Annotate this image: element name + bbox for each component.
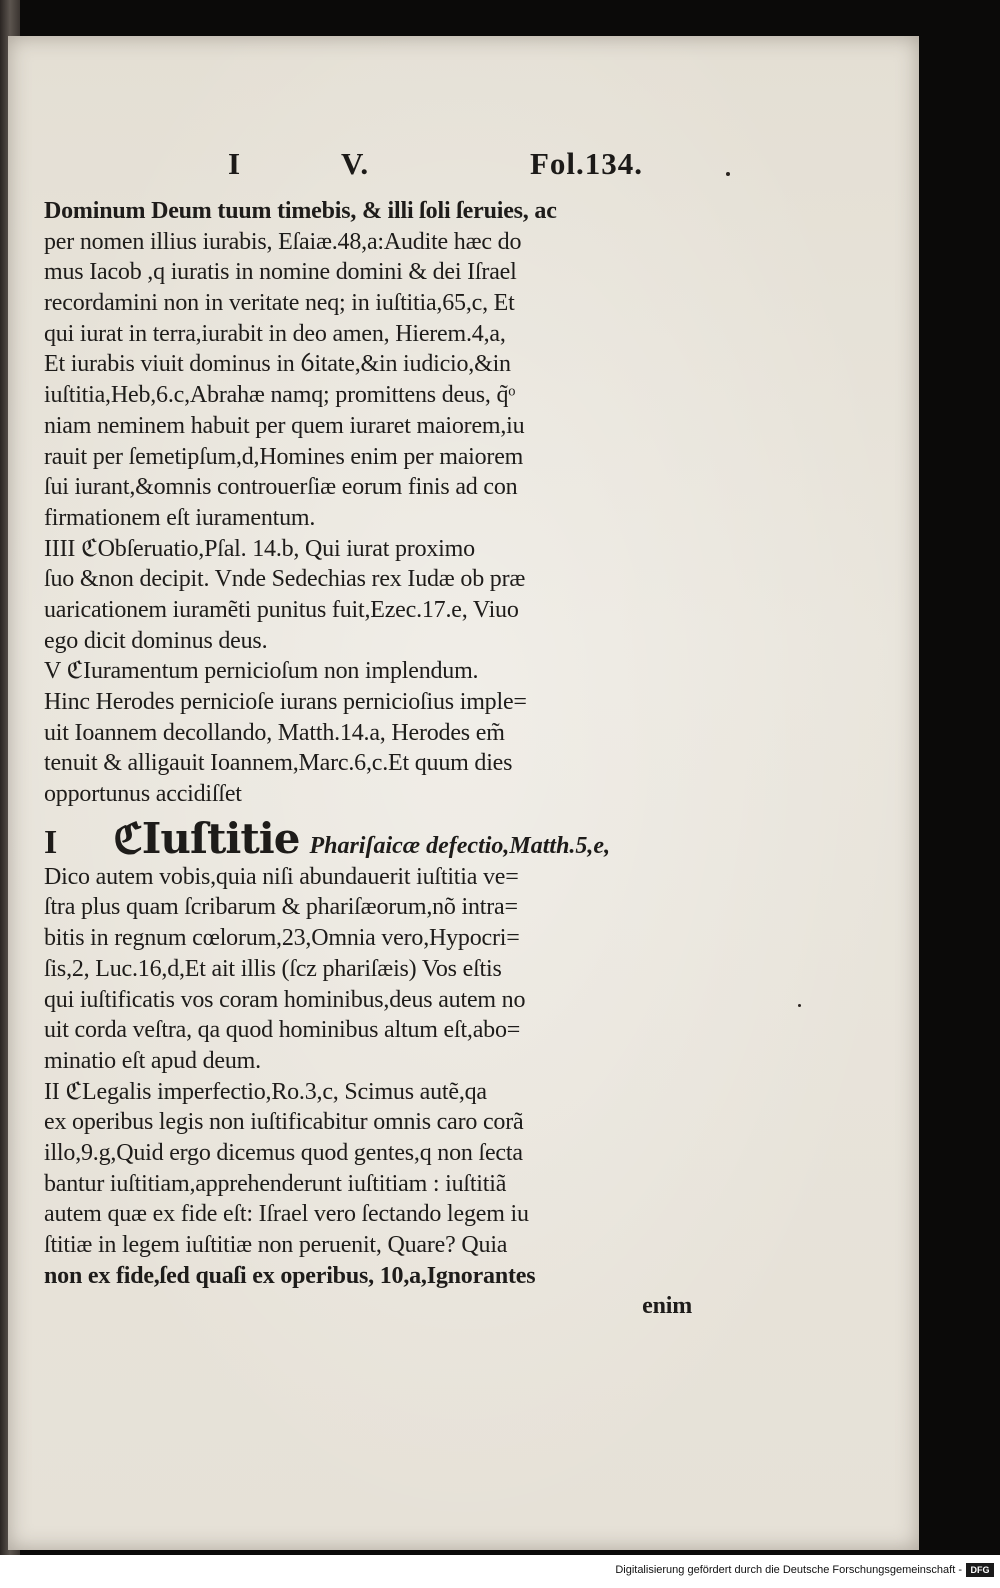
text-line: tenuit & alligauit Ioannem,Marc.6,c.Et quum dies [44, 750, 513, 777]
text-line: firmationem eſt iuramentum. [44, 504, 316, 531]
ink-speck [798, 1004, 801, 1007]
text-line: bantur iuſtitiam,apprehenderunt iuſtitiam : iuſtitiã [44, 1170, 507, 1197]
text-line: ſtra plus quam ſcribarum & phariſæorum,nõ intra= [44, 894, 518, 921]
page-header [8, 146, 919, 196]
section-headword: ℭIuſtitie [113, 813, 300, 863]
text-line: ego dicit dominus deus. [44, 627, 268, 654]
text-line: qui iuſtificatis vos coram hominibus,deus autem no [44, 986, 526, 1013]
text-line: iuſtitia,Heb,6.c,Abrahæ namq; promittens deus, q̃ᵒ [44, 382, 516, 409]
section-number: I [44, 823, 58, 861]
text-line: per nomen illius iurabis, Eſaiæ.48,a:Audite hæc do [44, 228, 522, 255]
text-line: V ℭIuramentum pernicioſum non implendum. [44, 658, 479, 685]
text-line: ſuo &non decipit. Vnde Sedechias rex Iudæ ob præ [44, 566, 526, 593]
text-line: niam neminem habuit per quem iuraret maiorem,iu [44, 412, 525, 439]
text-line: IIII ℭObſeruatio,Pſal. 14.b, Qui iurat proximo [44, 535, 475, 562]
body-text [44, 196, 706, 1322]
text-line: qui iurat in terra,iurabit in deo amen, Hierem.4,a, [44, 320, 506, 347]
text-line: ſtitiæ in legem iuſtitiæ non peruenit, Quare? Quia [44, 1232, 508, 1258]
text-line: non ex fide,ſed quaſi ex operibus, 10,a,Ignorantes [44, 1262, 536, 1289]
text-line: illo,9.g,Quid ergo dicemus quod gentes,q non ſecta [44, 1139, 523, 1166]
header-center: V. [341, 146, 370, 181]
catchword: enim [642, 1293, 692, 1320]
book-page [8, 36, 919, 1550]
text-line: autem quæ ex fide eſt: Iſrael vero ſectando legem iu [44, 1201, 529, 1228]
text-line: recordamini non in veritate neq; in iuſtitia,65,c, Et [44, 290, 515, 317]
funding-credit: Digitalisierung gefördert durch die Deutsche Forschungsgemeinschaft - [615, 1564, 962, 1576]
text-line: Dico autem vobis,quia niſi abundauerit iuſtitia ve= [44, 863, 519, 890]
text-line: uit corda veſtra, qa quod hominibus altum eſt,abo= [44, 1017, 521, 1044]
text-line: ex operibus legis non iuſtificabitur omnis caro corã [44, 1109, 524, 1136]
header-left: I [228, 146, 242, 181]
text-line: Hinc Herodes pernicioſe iurans pernicioſius imple= [44, 689, 527, 715]
text-line: uaricationem iuramẽti punitus fuit,Ezec.17.e, Viuo [44, 596, 519, 623]
text-line: rauit per ſemetipſum,d,Homines enim per maiorem [44, 443, 524, 470]
text-block-top [44, 196, 706, 810]
text-line: uit Ioannem decollando, Matth.14.a, Herodes em̃ [44, 719, 505, 746]
folio-number: Fol.134. [530, 146, 644, 181]
text-line: II ℭLegalis imperfectio,Ro.3,c, Scimus autẽ,qa [44, 1078, 487, 1105]
ink-speck [726, 172, 730, 176]
text-line: opportunus accidiſſet [44, 781, 242, 808]
text-line: ſui iurant,&omnis controuerſiæ eorum finis ad con [44, 474, 518, 501]
text-line: Dominum Deum tuum timebis, & illi ſoli ſeruies, ac [44, 198, 557, 224]
section-heading [44, 813, 706, 863]
text-line: Et iurabis viuit dominus in ỽitate,&in iudicio,&in [44, 351, 511, 378]
section-heading-rest: Phariſaicæ defectio,Matth.5,e, [309, 832, 611, 859]
text-line: minatio eſt apud deum. [44, 1047, 261, 1074]
dfg-logo: DFG [966, 1563, 994, 1577]
text-line: mus Iacob ,q iuratis in nomine domini & dei Iſrael [44, 259, 517, 286]
text-block-bottom [44, 862, 706, 1322]
text-line: ſis,2, Luc.16,d,Et ait illis (ſcz phariſæis) Vos eſtis [44, 955, 502, 982]
footer-bar [0, 1555, 1000, 1588]
text-line: bitis in regnum cœlorum,23,Omnia vero,Hypocri= [44, 925, 520, 952]
